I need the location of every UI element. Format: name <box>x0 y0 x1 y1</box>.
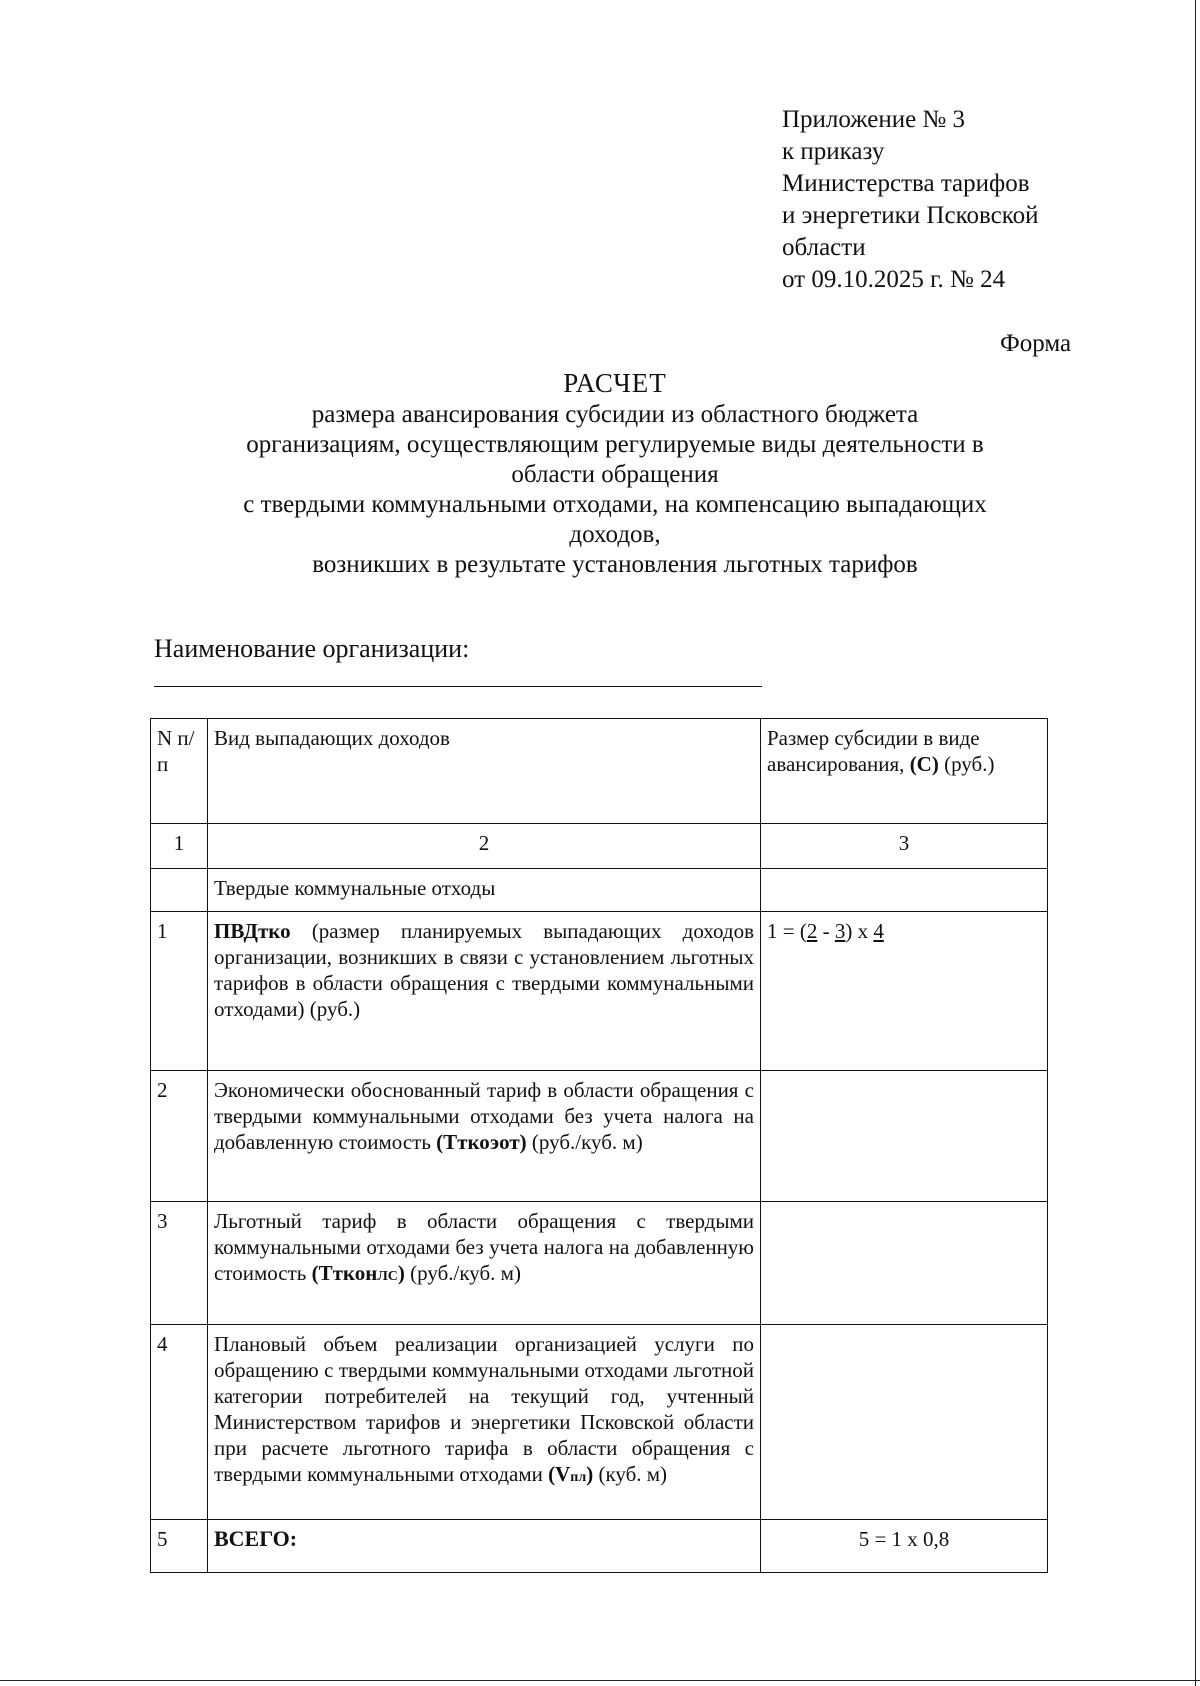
document-subtitle <box>120 400 1110 580</box>
total-label: ВСЕГО: <box>208 1520 761 1573</box>
formula-part: - <box>817 919 835 943</box>
appendix-order-ref: к приказу <box>782 138 885 165</box>
calculation-table <box>150 718 1048 1573</box>
row-desc <box>208 1202 761 1325</box>
table-row <box>151 1202 1048 1325</box>
table-row <box>151 912 1048 1071</box>
appendix-number: Приложение № 3 <box>782 106 966 133</box>
table-index-row <box>151 824 1048 869</box>
symbol-end: ) <box>397 1261 405 1285</box>
index-cell: 3 <box>761 824 1048 869</box>
appendix-ministry-2: и энергетики Псковской <box>782 202 1039 229</box>
symbol-subscript: пл <box>570 1470 587 1485</box>
row-num: 1 <box>151 912 208 1071</box>
formula-part: ) x <box>845 919 874 943</box>
index-cell: 2 <box>208 824 761 869</box>
symbol-end: ) <box>586 1462 594 1486</box>
header-size-unit: (руб.) <box>938 752 995 776</box>
symbol-main: (V <box>548 1462 571 1486</box>
row-num: 5 <box>151 1520 208 1573</box>
formula-ref: 4 <box>873 919 884 943</box>
appendix-region: области <box>782 234 866 261</box>
form-label: Форма <box>1000 330 1072 357</box>
organization-label: Наименование организации: <box>154 634 470 663</box>
header-num: N п/п <box>151 719 208 824</box>
appendix-header <box>782 104 1038 296</box>
header-size <box>761 719 1048 824</box>
document-title-block <box>120 366 1110 580</box>
subtitle-line: области обращения <box>511 461 719 488</box>
header-desc: Вид выпадающих доходов <box>208 719 761 824</box>
symbol-main: (Тткон <box>311 1261 378 1285</box>
table-row <box>151 1071 1048 1202</box>
row-desc-unit: (руб./куб. м) <box>526 1130 643 1154</box>
subtitle-line: с твердыми коммунальными отходами, на компенсацию выпадающих <box>243 491 987 518</box>
row-desc <box>208 1071 761 1202</box>
row-desc-unit: (руб./куб. м) <box>404 1261 521 1285</box>
appendix-ministry: Министерства тарифов <box>782 170 1030 197</box>
header-size-symbol: (С) <box>909 752 939 776</box>
page-edge-right <box>1195 0 1196 1686</box>
document-title: РАСЧЕТ <box>563 368 667 398</box>
row-desc-text: (размер планируемых выпадающих доходов организации, возникших в связи с установлением льготных тарифов в области обращения с твердыми коммунальными отходами) (руб.) <box>214 919 754 1021</box>
table-row <box>151 1325 1048 1520</box>
symbol-subscript: ЛС <box>377 1269 398 1284</box>
row-num: 2 <box>151 1071 208 1202</box>
table-total-row <box>151 1520 1048 1573</box>
row-desc-symbol <box>548 1462 593 1486</box>
row-desc-text: Экономически обоснованный тариф в области обращения с твердыми коммунальными отходами без учета налога на добавленную стоимость <box>214 1078 754 1154</box>
row-num: 3 <box>151 1202 208 1325</box>
section-size-cell <box>761 869 1048 912</box>
index-cell: 1 <box>151 824 208 869</box>
formula-ref: 2 <box>806 919 818 943</box>
row-value[interactable] <box>761 1071 1048 1202</box>
table-section-row <box>151 869 1048 912</box>
formula-ref: 3 <box>834 919 846 943</box>
subtitle-line: организациям, осуществляющим регулируемые виды деятельности в <box>246 431 984 458</box>
page-edge-bottom <box>0 1680 1200 1681</box>
table-header-row <box>151 719 1048 824</box>
row-desc-unit: (куб. м) <box>593 1462 668 1486</box>
subtitle-line: доходов, <box>569 521 661 548</box>
row-desc-symbol: (Тткоэот) <box>436 1130 527 1154</box>
organization-name-field[interactable] <box>154 686 762 687</box>
subtitle-line: размера авансирования субсидии из областного бюджета <box>311 401 919 428</box>
row-value[interactable] <box>761 1202 1048 1325</box>
section-num-cell <box>151 869 208 912</box>
row-desc <box>208 1325 761 1520</box>
row-formula <box>761 912 1048 1071</box>
row-desc-text: Плановый объем реализации организацией услуги по обращению с твердыми коммунальными отходами льготной категории потребителей на текущий год, учтенный Министерством тарифов и энергетики Псковской области при расчете льготного тарифа в области обращения с твердыми коммунальными отходами <box>214 1332 754 1486</box>
section-title: Твердые коммунальные отходы <box>208 869 761 912</box>
row-desc-symbol <box>312 1261 405 1285</box>
row-value[interactable] <box>761 1325 1048 1520</box>
formula-part: 1 = ( <box>767 919 807 943</box>
subtitle-line: возникших в результате установления льготных тарифов <box>312 551 918 578</box>
header-size-text: Размер субсидии в виде авансирования, <box>767 726 980 776</box>
row-desc <box>208 912 761 1071</box>
row-desc-text: Льготный тариф в области обращения с твердыми коммунальными отходами без учета налога на добавленную стоимость <box>214 1209 754 1285</box>
row-num: 4 <box>151 1325 208 1520</box>
total-formula: 5 = 1 х 0,8 <box>761 1520 1048 1573</box>
appendix-date: от 09.10.2025 г. № 24 <box>782 266 1006 293</box>
row-desc-symbol: ПВДтко <box>214 919 291 943</box>
